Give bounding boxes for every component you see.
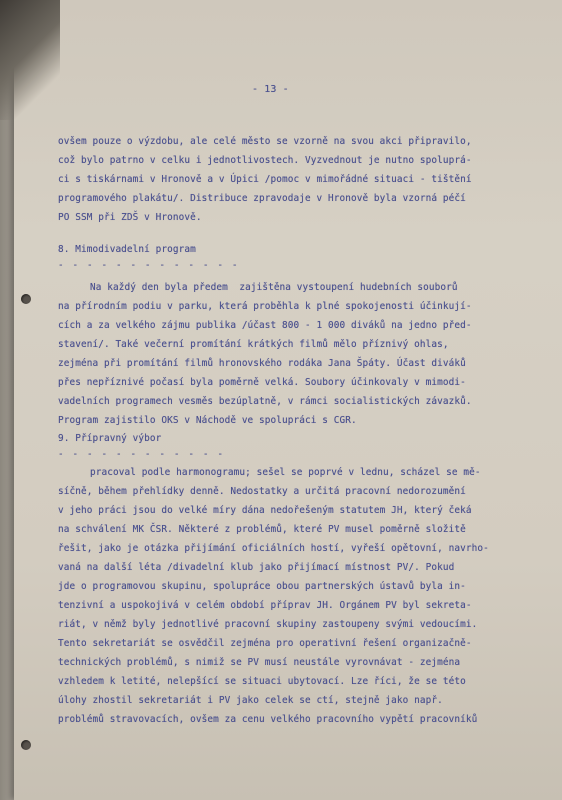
paragraph-line: řešit, jako je otázka přijímání oficiálních hostí, vyřeší opětovní, navrho- (58, 543, 489, 554)
paragraph-line: v jeho práci jsou do velké míry dána nedořešeným statutem JH, který čeká (58, 505, 472, 516)
page-number: - 13 - (252, 84, 289, 95)
paragraph-line: ovšem pouze o výzdobu, ale celé město se vzorně na svou akci připravilo, (58, 136, 472, 147)
paragraph-line: zejména při promítání filmů hronovského rodáka Jana Špáty. Účast diváků (58, 358, 466, 369)
paragraph-line: síčně, během přehlídky denně. Nedostatky a určitá pracovní nedorozumění (58, 486, 466, 497)
paragraph-line: programového plakátu/. Distribuce zpravodaje v Hronově byla vzorná péčí (58, 193, 466, 204)
section-heading: 9. Přípravný výbor (58, 433, 162, 444)
paragraph-line: technických problémů, s nimiž se PV musí neustále vyrovnávat - zejména (58, 657, 461, 668)
heading-underline: - - - - - - - - - - - - (58, 449, 225, 460)
paragraph-line: tenzivní a uspokojivá v celém období příprav JH. Orgánem PV byl sekreta- (58, 600, 472, 611)
paragraph-line: vaná na další léta /divadelní klub jako přijímací místnost PV/. Pokud (58, 562, 455, 573)
paragraph-line: stavení/. Také večerní promítání krátkých filmů mělo příznivý ohlas, (58, 339, 449, 350)
paragraph-line: cích a za velkého zájmu publika /účast 800 - 1 000 diváků na jedno před- (58, 320, 472, 331)
heading-underline: - - - - - - - - - - - - - (58, 260, 240, 271)
paragraph-line: na schválení MK ČSR. Některé z problémů, které PV musel poměrně složitě (58, 524, 466, 535)
paragraph-line: Na každý den byla předem zajištěna vystoupení hudebních souborů (90, 282, 458, 293)
paragraph-line: což bylo patrno v celku i jednotlivostech. Vyzvednout je nutno spoluprá- (58, 155, 472, 166)
paragraph-line: vzhledem k letité, nelepšící se situaci ubytovací. Lze říci, že se této (58, 676, 466, 687)
paragraph-line: PO SSM při ZDŠ v Hronově. (58, 212, 202, 223)
paragraph-line: vadelních programech vesměs bezúplatně, v rámci socialistických závazků. (58, 396, 472, 407)
paragraph-line: na přírodním podiu v parku, která proběhla k plné spokojenosti účinkují- (58, 301, 472, 312)
paragraph-line: Program zajistilo OKS v Náchodě ve spolupráci s CGR. (58, 415, 357, 426)
paragraph-line: úlohy zhostil sekretariát i PV jako celek se ctí, stejně jako např. (58, 695, 443, 706)
punch-hole (21, 740, 31, 750)
paragraph-line: Tento sekretariát se osvědčil zejména pro operativní řešení organizačně- (58, 638, 472, 649)
paragraph-line: riát, v němž byly jednotlivé pracovní skupiny zastoupeny svými vedoucími. (58, 619, 478, 630)
document-page (14, 0, 562, 800)
paragraph-line: pracoval podle harmonogramu; sešel se poprvé v lednu, scházel se mě- (90, 467, 481, 478)
punch-hole (21, 294, 31, 304)
page-fold-shadow (0, 0, 60, 120)
paragraph-line: problémů stravovacích, ovšem za cenu velkého pracovního vypětí pracovníků (58, 714, 478, 725)
paragraph-line: přes nepříznivé počasí byla poměrně velká. Soubory účinkovaly v mimodi- (58, 377, 466, 388)
paragraph-line: ci s tiskárnami v Hronově a v Úpici /pomoc v mimořádné situaci - tištění (58, 174, 472, 185)
section-heading: 8. Mimodivadelní program (58, 244, 196, 255)
paragraph-line: jde o programovou skupinu, spolupráce obou partnerských ústavů byla in- (58, 581, 466, 592)
